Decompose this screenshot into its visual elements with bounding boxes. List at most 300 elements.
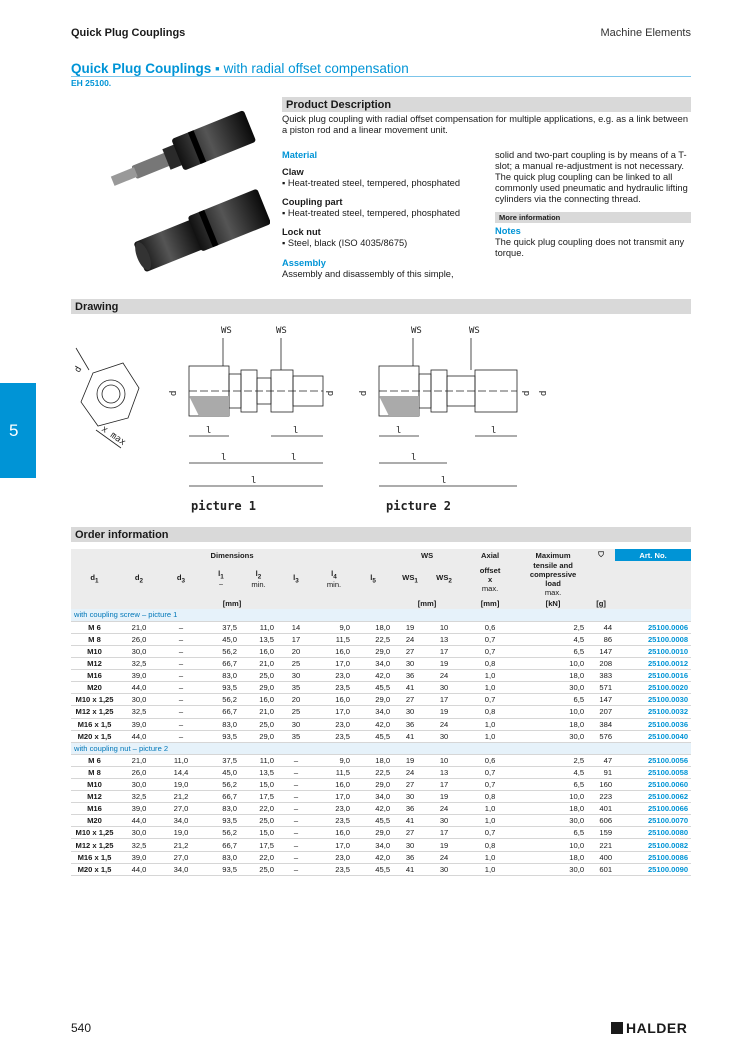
rows-picture-2 [71, 754, 691, 875]
table-cell: 24 [427, 670, 461, 682]
table-cell: 30,0 [519, 863, 587, 875]
table-row [71, 694, 691, 706]
table-cell: 45,0 [202, 766, 240, 778]
article-number-link[interactable]: 25100.0008 [615, 633, 691, 645]
header-l5: $l_5$ [353, 561, 393, 597]
table-cell: 30 [277, 718, 315, 730]
table-cell: 19 [427, 706, 461, 718]
table-cell: 66,7 [202, 658, 240, 670]
table-cell: 32,5 [118, 706, 160, 718]
table-cell: 42,0 [353, 851, 393, 863]
table-cell: 0,7 [461, 779, 519, 791]
table-cell: M12 x 1,25 [71, 839, 118, 851]
unit-dimensions: [mm] [71, 597, 393, 609]
chapter-side-tab [0, 383, 36, 478]
table-cell: 19 [393, 754, 427, 766]
table-cell: 35 [277, 682, 315, 694]
table-cell: 208 [587, 658, 615, 670]
table-cell: 32,5 [118, 839, 160, 851]
table-cell: 21,0 [118, 621, 160, 633]
table-cell: 91 [587, 766, 615, 778]
table-cell: 160 [587, 779, 615, 791]
table-cell: 26,0 [118, 766, 160, 778]
label-l1-p1: l [251, 476, 257, 486]
article-number-link[interactable]: 25100.0020 [615, 682, 691, 694]
label-l2-p1: l [293, 426, 299, 436]
table-row [71, 670, 691, 682]
table-row [71, 827, 691, 839]
article-number-link[interactable]: 25100.0062 [615, 791, 691, 803]
table-cell: 30,0 [519, 682, 587, 694]
table-cell: 34,0 [160, 815, 202, 827]
article-number-link[interactable]: 25100.0010 [615, 645, 691, 657]
table-cell: M16 x 1,5 [71, 718, 118, 730]
table-cell: 22,0 [240, 803, 277, 815]
header-dimensions: Dimensions [71, 549, 393, 561]
table-cell: 56,2 [202, 645, 240, 657]
table-cell: 44,0 [118, 815, 160, 827]
table-cell: 93,5 [202, 730, 240, 742]
label-l3-p1: l [291, 453, 297, 463]
table-cell: 30 [393, 658, 427, 670]
header-ws: WS [393, 549, 461, 561]
table-cell: 44,0 [118, 730, 160, 742]
table-cell: 383 [587, 670, 615, 682]
product-photo [95, 97, 270, 287]
table-cell: 29,0 [353, 827, 393, 839]
header-d3: $d_3$ [160, 561, 202, 597]
table-cell: 0,7 [461, 633, 519, 645]
table-cell: 1,0 [461, 730, 519, 742]
table-cell: 0,8 [461, 791, 519, 803]
table-cell: M10 x 1,25 [71, 827, 118, 839]
table-cell: 24 [427, 851, 461, 863]
label-l4-p1: l [206, 426, 212, 436]
table-cell: 45,5 [353, 730, 393, 742]
table-cell: 19 [393, 621, 427, 633]
article-number-link[interactable]: 25100.0060 [615, 779, 691, 791]
table-cell: 0,7 [461, 694, 519, 706]
table-cell: 24 [427, 718, 461, 730]
table-cell: 23,5 [315, 815, 353, 827]
table-cell: 21,2 [160, 791, 202, 803]
table-cell: 17 [427, 694, 461, 706]
table-cell: 45,5 [353, 863, 393, 875]
header-art-no: Art. No. [615, 549, 691, 561]
table-cell: 22,0 [240, 851, 277, 863]
table-cell: 147 [587, 694, 615, 706]
header-l2: $l_2$ min. [240, 561, 277, 597]
table-cell: 1,0 [461, 863, 519, 875]
table-row [71, 730, 691, 742]
article-number-link[interactable]: 25100.0070 [615, 815, 691, 827]
table-cell: 25 [277, 658, 315, 670]
table-cell: 401 [587, 803, 615, 815]
table-cell: 606 [587, 815, 615, 827]
table-cell: 25,0 [240, 670, 277, 682]
table-row [71, 718, 691, 730]
table-cell: 0,8 [461, 706, 519, 718]
table-cell: 26,0 [118, 633, 160, 645]
table-cell: 24 [393, 633, 427, 645]
table-cell: 66,7 [202, 791, 240, 803]
table-cell: 18,0 [519, 851, 587, 863]
table-cell: – [277, 754, 315, 766]
table-cell: 42,0 [353, 718, 393, 730]
unit-ws: [mm] [393, 597, 461, 609]
table-cell: 41 [393, 730, 427, 742]
article-number-link[interactable]: 25100.0066 [615, 803, 691, 815]
table-cell: 29,0 [353, 645, 393, 657]
table-cell: 34,0 [353, 839, 393, 851]
table-cell: – [277, 839, 315, 851]
table-cell: 0,7 [461, 766, 519, 778]
table-cell: 45,5 [353, 815, 393, 827]
table-cell: 86 [587, 633, 615, 645]
article-number-link[interactable]: 25100.0090 [615, 863, 691, 875]
table-cell: M 8 [71, 766, 118, 778]
label-ws1-p1: WS [221, 326, 232, 336]
article-number-link[interactable]: 25100.0040 [615, 730, 691, 742]
label-l1-p2: l [441, 476, 447, 486]
table-cell: 13 [427, 766, 461, 778]
table-cell: 1,0 [461, 682, 519, 694]
table-cell: 21,0 [240, 658, 277, 670]
table-cell: 42,0 [353, 670, 393, 682]
label-d1-p1b: d [326, 390, 336, 396]
article-number-link[interactable]: 25100.0032 [615, 706, 691, 718]
table-cell: 17,5 [240, 839, 277, 851]
table-cell: 36 [393, 803, 427, 815]
product-intro: Quick plug coupling with radial offset compensation for multiple applications, e.g. as a link between a piston rod and a linear movement unit. [282, 114, 689, 135]
table-cell: M 6 [71, 621, 118, 633]
table-cell: M12 [71, 791, 118, 803]
table-cell: – [277, 815, 315, 827]
table-cell: 29,0 [353, 779, 393, 791]
article-number-link[interactable]: 25100.0058 [615, 766, 691, 778]
table-cell: M20 x 1,5 [71, 863, 118, 875]
table-cell: 39,0 [118, 718, 160, 730]
table-cell: 0,6 [461, 754, 519, 766]
table-cell: M10 [71, 779, 118, 791]
order-table [71, 549, 691, 876]
table-cell: 571 [587, 682, 615, 694]
table-cell: 93,5 [202, 863, 240, 875]
header-max-1: Maximum [519, 549, 587, 561]
label-l5-p1: l [221, 453, 227, 463]
table-cell: 27,0 [160, 851, 202, 863]
table-cell: 18,0 [353, 621, 393, 633]
header-chapter-title: Machine Elements [600, 27, 691, 39]
table-cell: 41 [393, 815, 427, 827]
table-cell: 6,5 [519, 694, 587, 706]
table-cell: 27 [393, 827, 427, 839]
table-cell: – [277, 851, 315, 863]
notes-heading: Notes [495, 226, 521, 236]
table-cell: 93,5 [202, 682, 240, 694]
logo-text: HALDER [626, 1020, 688, 1036]
coupling-text: ▪ Heat-treated steel, tempered, phosphated [282, 208, 482, 219]
article-number-link[interactable]: 25100.0056 [615, 754, 691, 766]
table-cell: 23,0 [315, 803, 353, 815]
table-cell: 13,5 [240, 766, 277, 778]
label-xmax: x max [99, 424, 128, 448]
table-cell: 1,0 [461, 670, 519, 682]
table-cell: 47 [587, 754, 615, 766]
table-cell: – [160, 718, 202, 730]
label-ws2-p2: WS [469, 326, 480, 336]
table-cell: 6,5 [519, 779, 587, 791]
table-cell: 16,0 [315, 779, 353, 791]
table-cell: 2,5 [519, 754, 587, 766]
table-cell: 93,5 [202, 815, 240, 827]
table-cell: 21,2 [160, 839, 202, 851]
table-cell: 10 [427, 754, 461, 766]
table-cell: 83,0 [202, 718, 240, 730]
table-cell: – [277, 827, 315, 839]
table-cell: 6,5 [519, 645, 587, 657]
table-cell: 25 [277, 706, 315, 718]
table-cell: 30 [393, 839, 427, 851]
table-cell: 16,0 [315, 645, 353, 657]
table-cell: 66,7 [202, 706, 240, 718]
title-separator: ▪ [215, 61, 220, 76]
table-cell: M20 x 1,5 [71, 730, 118, 742]
table-cell: – [160, 633, 202, 645]
header-max-2: tensile and compressive load max. [519, 561, 587, 597]
table-cell: 56,2 [202, 827, 240, 839]
table-cell: – [160, 670, 202, 682]
table-cell: 9,0 [315, 621, 353, 633]
table-cell: – [277, 779, 315, 791]
table-cell: 25,0 [240, 718, 277, 730]
table-cell: 27 [393, 694, 427, 706]
table-cell: 30,0 [519, 730, 587, 742]
table-cell: 15,0 [240, 827, 277, 839]
header-l1: $l_1$ ~ [202, 561, 240, 597]
table-cell: 0,6 [461, 621, 519, 633]
assembly-text-1: Assembly and disassembly of this simple, [282, 269, 454, 279]
table-cell: 34,0 [353, 706, 393, 718]
table-cell: 36 [393, 670, 427, 682]
table-cell: 0,8 [461, 839, 519, 851]
table-cell: 0,7 [461, 645, 519, 657]
picture-2-caption: picture 2 [386, 499, 452, 513]
table-cell: 10 [427, 621, 461, 633]
group-coupling-screw: with coupling screw – picture 1 [71, 609, 691, 621]
table-cell: – [160, 621, 202, 633]
table-row [71, 754, 691, 766]
table-cell: 25,0 [240, 815, 277, 827]
table-cell: M10 x 1,25 [71, 694, 118, 706]
table-cell: 10,0 [519, 839, 587, 851]
unit-load: [kN] [519, 597, 587, 609]
table-cell: 44 [587, 621, 615, 633]
chapter-number: 5 [9, 421, 19, 440]
table-cell: 30,0 [118, 645, 160, 657]
header-ws2: $WS_2$ [427, 561, 461, 597]
table-cell: 11,0 [160, 754, 202, 766]
table-cell: 601 [587, 863, 615, 875]
table-cell: – [277, 803, 315, 815]
product-description-heading: Product Description [282, 97, 691, 112]
table-cell: – [160, 730, 202, 742]
table-cell: 19,0 [160, 779, 202, 791]
table-cell: 37,5 [202, 754, 240, 766]
table-cell: 11,0 [240, 754, 277, 766]
table-row [71, 815, 691, 827]
table-row [71, 851, 691, 863]
unit-weight: [g] [587, 597, 615, 609]
table-cell: 30 [427, 863, 461, 875]
table-cell: 17 [427, 645, 461, 657]
table-cell: 14,4 [160, 766, 202, 778]
table-cell: 30 [427, 730, 461, 742]
table-cell: 16,0 [315, 694, 353, 706]
table-cell: 159 [587, 827, 615, 839]
table-row [71, 706, 691, 718]
table-cell: 221 [587, 839, 615, 851]
lock-nut-heading: Lock nut [282, 227, 321, 237]
page-number: 540 [71, 1021, 92, 1035]
table-cell: 36 [393, 851, 427, 863]
article-number-link[interactable]: 25100.0082 [615, 839, 691, 851]
table-cell: 17,0 [315, 658, 353, 670]
table-cell: 16,0 [240, 694, 277, 706]
table-cell: 39,0 [118, 803, 160, 815]
table-cell: 4,5 [519, 766, 587, 778]
article-number-link[interactable]: 25100.0012 [615, 658, 691, 670]
table-row [71, 621, 691, 633]
table-cell: 32,5 [118, 791, 160, 803]
table-cell: 19 [427, 791, 461, 803]
label-d2: d [72, 364, 85, 375]
table-cell: 45,0 [202, 633, 240, 645]
halder-logo [611, 1020, 687, 1036]
table-cell: 576 [587, 730, 615, 742]
table-cell: 16,0 [315, 827, 353, 839]
table-cell: 4,5 [519, 633, 587, 645]
table-cell: – [277, 863, 315, 875]
article-number-link[interactable]: 25100.0036 [615, 718, 691, 730]
table-cell: 44,0 [118, 863, 160, 875]
header-axial-1: Axial [461, 549, 519, 561]
table-cell: 20 [277, 645, 315, 657]
table-cell: 27 [393, 645, 427, 657]
table-cell: 23,5 [315, 863, 353, 875]
logo-icon [611, 1022, 623, 1034]
assembly-heading: Assembly [282, 258, 326, 268]
table-cell: 147 [587, 645, 615, 657]
page-title [71, 61, 409, 76]
table-cell: M16 x 1,5 [71, 851, 118, 863]
technical-drawing [71, 318, 561, 518]
table-cell: 13 [427, 633, 461, 645]
table-cell: 25,0 [240, 863, 277, 875]
header-d1: $d_1$ [71, 561, 118, 597]
article-number-link[interactable]: 25100.0086 [615, 851, 691, 863]
table-row [71, 791, 691, 803]
table-cell: 21,0 [240, 706, 277, 718]
table-cell: 16,0 [240, 645, 277, 657]
table-cell: 17 [277, 633, 315, 645]
table-cell: 0,8 [461, 658, 519, 670]
unit-axial: [mm] [461, 597, 519, 609]
label-ws2-p1: WS [276, 326, 287, 336]
table-cell: 19,0 [160, 827, 202, 839]
table-cell: 30 [427, 815, 461, 827]
table-cell: 11,5 [315, 766, 353, 778]
table-row [71, 645, 691, 657]
table-cell: 21,0 [118, 754, 160, 766]
header-section-title: Quick Plug Couplings [71, 27, 186, 39]
article-number-link[interactable]: 25100.0030 [615, 694, 691, 706]
table-cell: 34,0 [160, 863, 202, 875]
table-cell: 30 [393, 791, 427, 803]
label-d3: d [539, 390, 549, 396]
label-d1-p2a: d [359, 390, 369, 396]
table-cell: 30,0 [118, 827, 160, 839]
table-cell: 45,5 [353, 682, 393, 694]
table-cell: 400 [587, 851, 615, 863]
claw-heading: Claw [282, 167, 304, 177]
article-number-link[interactable]: 25100.0006 [615, 621, 691, 633]
table-cell: 56,2 [202, 779, 240, 791]
table-cell: 17,5 [240, 791, 277, 803]
table-cell: 17,0 [315, 706, 353, 718]
table-cell: 39,0 [118, 670, 160, 682]
more-information-bar: More information [495, 212, 691, 223]
table-row [71, 803, 691, 815]
label-ws1-p2: WS [411, 326, 422, 336]
table-cell: 83,0 [202, 803, 240, 815]
table-row [71, 633, 691, 645]
title-main: Quick Plug Couplings [71, 61, 212, 76]
article-number-link[interactable]: 25100.0080 [615, 827, 691, 839]
table-cell: 34,0 [353, 791, 393, 803]
article-number-link[interactable]: 25100.0016 [615, 670, 691, 682]
table-row [71, 766, 691, 778]
table-cell: 35 [277, 730, 315, 742]
table-cell: 223 [587, 791, 615, 803]
table-cell: M20 [71, 815, 118, 827]
table-cell: 0,7 [461, 827, 519, 839]
table-cell: 83,0 [202, 851, 240, 863]
table-cell: 1,0 [461, 803, 519, 815]
table-cell: 19 [427, 658, 461, 670]
order-information-heading: Order information [71, 527, 691, 542]
table-cell: 22,5 [353, 633, 393, 645]
table-cell: 207 [587, 706, 615, 718]
table-cell: – [160, 682, 202, 694]
table-cell: 37,5 [202, 621, 240, 633]
table-row [71, 779, 691, 791]
header-axial-2: offset x max. [461, 561, 519, 597]
table-cell: 22,5 [353, 766, 393, 778]
table-cell: M20 [71, 682, 118, 694]
label-d1-p1a: d [169, 390, 179, 396]
table-cell: 1,0 [461, 815, 519, 827]
product-right-column [495, 150, 691, 259]
table-cell: 17 [427, 779, 461, 791]
table-cell: M16 [71, 670, 118, 682]
title-underline [71, 76, 691, 77]
table-cell: 17 [427, 827, 461, 839]
table-cell: 41 [393, 863, 427, 875]
table-cell: 23,0 [315, 670, 353, 682]
table-cell: – [160, 658, 202, 670]
assembly-text-3: The quick plug coupling can be linked to all commonly used pneumatic and hydraulic lifting cylinders via the connecting thread. [495, 172, 688, 204]
